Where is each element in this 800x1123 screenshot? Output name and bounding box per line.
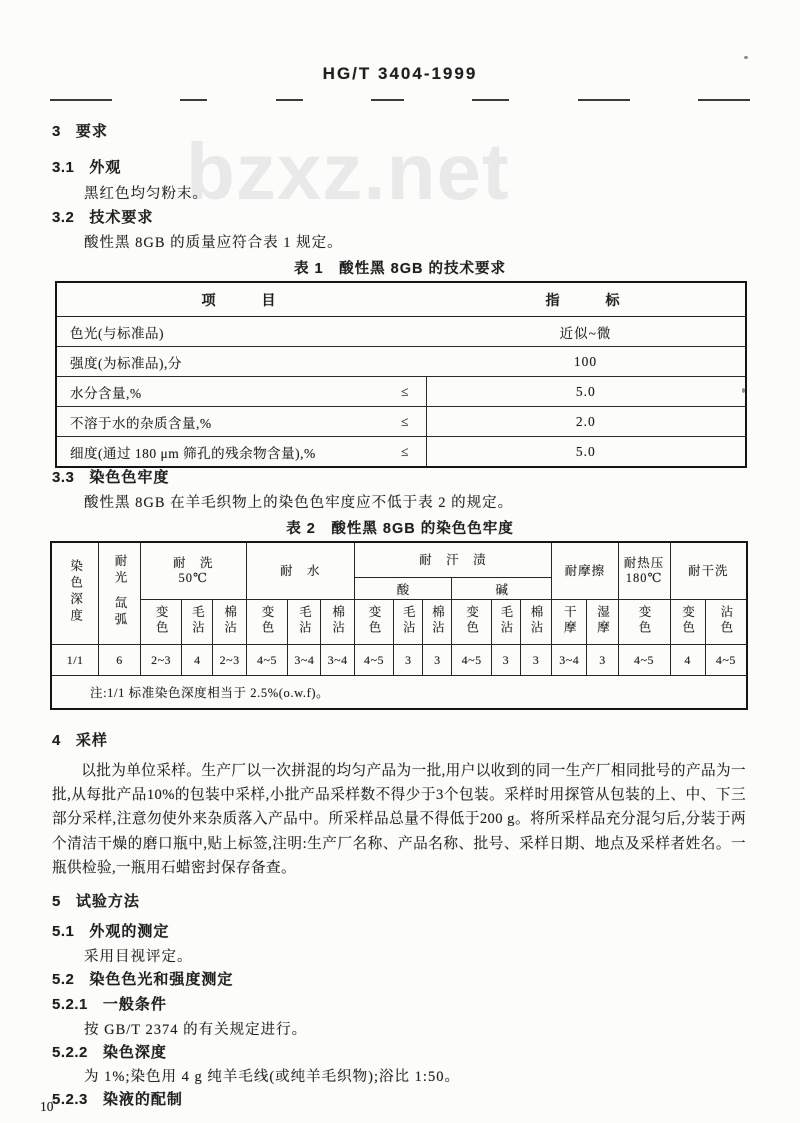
t2-header-dryclean: 耐干洗 xyxy=(670,542,747,600)
table-row xyxy=(56,347,746,377)
section-3-1-body: 黑红色均匀粉末。 xyxy=(84,186,208,202)
t1-item: 强度(为标准品),分 xyxy=(56,347,384,377)
t1-item: 色光(与标准品) xyxy=(56,317,384,347)
t1-leq-symbol: ≤ xyxy=(384,437,426,468)
t1-item: 细度(通过 180 μm 筛孔的残余物含量),% xyxy=(56,437,384,468)
t2-sub: 沾色 xyxy=(705,600,747,645)
table-row xyxy=(56,317,746,347)
t2-header-acid: 酸 xyxy=(354,578,452,600)
t2-sub: 变色 xyxy=(246,600,288,645)
t2-footnote: 注:1/1 标准染色深度相当于 2.5%(o.w.f)。 xyxy=(51,676,747,710)
t1-value: 2.0 xyxy=(426,407,746,437)
table-1 xyxy=(55,281,747,468)
section-3-2-body: 酸性黑 8GB 的质量应符合表 1 规定。 xyxy=(84,235,343,251)
section-5-2-heading: 5.2 染色色光和强度测定 xyxy=(52,971,234,988)
t1-item: 不溶于水的杂质含量,% xyxy=(56,407,384,437)
t2-sub: 变色 xyxy=(618,600,670,645)
t1-leq-symbol: ≤ xyxy=(384,377,426,407)
table-2-caption: 表 2 酸性黑 8GB 的染色色牢度 xyxy=(286,521,514,537)
t2-cell: 4~5 xyxy=(246,645,288,676)
t2-sub: 棉沾 xyxy=(423,600,452,645)
t2-header-press: 耐热压 180℃ xyxy=(618,542,670,600)
t2-sub: 毛沾 xyxy=(288,600,321,645)
t2-header-depth: 染色深度 xyxy=(51,542,99,645)
section-5-heading: 5 试验方法 xyxy=(52,893,140,910)
t2-cell: 3 xyxy=(394,645,423,676)
t2-cell: 4~5 xyxy=(452,645,491,676)
t2-cell: 3 xyxy=(520,645,551,676)
t2-cell: 3~4 xyxy=(288,645,321,676)
t2-header-wash: 耐 洗 50℃ xyxy=(140,542,246,600)
section-4-body: 以批为单位采样。生产厂以一次拼混的均匀产品为一批,用户以收到的同一生产厂相同批号的产品为一批,从每批产品10%的包装中采样,小批产品采样数不得少于3个包装。采样时用探管从包装的上、中、下三部分采样,注意勿使外来杂质落入产品中。所采样品总量不得低于200 g。将所采样品充分混匀后,分装于两个清洁干燥的磨口瓶中,贴上标签,注明:生产厂名称、产品名称、批号、采样日期、地点及采样者姓名。一瓶供检验,一瓶用石蜡密封保存备查。 xyxy=(52,763,746,876)
t1-value: 5.0 xyxy=(426,377,746,407)
t1-value: 5.0 xyxy=(426,437,746,468)
t2-sub: 毛沾 xyxy=(182,600,213,645)
t1-header-item: 项 目 xyxy=(56,282,426,317)
section-3-2-heading: 3.2 技术要求 xyxy=(52,209,154,226)
t1-item: 水分含量,% xyxy=(56,377,384,407)
t2-sub: 变色 xyxy=(354,600,393,645)
section-5-2-2-heading: 5.2.2 染色深度 xyxy=(52,1044,167,1061)
t1-leq-symbol: ≤ xyxy=(384,407,426,437)
section-3-3-body: 酸性黑 8GB 在羊毛织物上的染色色牢度应不低于表 2 的规定。 xyxy=(84,495,514,511)
table-1-caption: 表 1 酸性黑 8GB 的技术要求 xyxy=(294,261,506,277)
t2-cell: 4 xyxy=(182,645,213,676)
t2-cell: 4 xyxy=(670,645,705,676)
t2-header-alkali: 碱 xyxy=(452,578,552,600)
t2-sub: 毛沾 xyxy=(491,600,520,645)
t2-cell: 3~4 xyxy=(321,645,354,676)
table-2 xyxy=(50,541,748,710)
doc-number: HG/T 3404-1999 xyxy=(322,64,478,83)
t2-sub: 变色 xyxy=(670,600,705,645)
t2-header-rub: 耐摩擦 xyxy=(552,542,618,600)
t1-symbol xyxy=(384,347,426,377)
section-5-2-3-heading: 5.2.3 染液的配制 xyxy=(52,1091,183,1108)
table-row xyxy=(56,377,746,407)
t2-sub: 变色 xyxy=(452,600,491,645)
t1-symbol xyxy=(384,317,426,347)
t1-header-row xyxy=(56,282,746,317)
t2-cell: 3~4 xyxy=(552,645,587,676)
t2-data-row xyxy=(51,645,747,676)
t2-cell: 4~5 xyxy=(705,645,747,676)
t2-cell: 2~3 xyxy=(140,645,182,676)
section-5-2-1-body: 按 GB/T 2374 的有关规定进行。 xyxy=(84,1022,308,1038)
section-5-1-heading: 5.1 外观的测定 xyxy=(52,923,170,940)
t1-header-spec: 指 标 xyxy=(426,282,746,317)
t2-sub: 湿摩 xyxy=(587,600,618,645)
t2-cell: 6 xyxy=(99,645,141,676)
t2-sub: 棉沾 xyxy=(321,600,354,645)
section-3-heading: 3 要求 xyxy=(52,123,108,140)
t2-sub: 变色 xyxy=(140,600,182,645)
watermark: bzxz.net xyxy=(186,127,510,216)
t2-header-sweat: 耐 汗 渍 xyxy=(354,542,551,578)
t1-value: 100 xyxy=(426,347,746,377)
section-4-heading: 4 采样 xyxy=(52,732,108,749)
section-5-2-2-body: 为 1%;染色用 4 g 纯羊毛线(或纯羊毛织物);浴比 1:50。 xyxy=(84,1069,460,1085)
page-number: 10 xyxy=(40,1099,54,1114)
table-row xyxy=(56,407,746,437)
t2-cell: 3 xyxy=(423,645,452,676)
t2-sub: 毛沾 xyxy=(394,600,423,645)
header-dashed-rule xyxy=(50,99,750,101)
section-5-2-1-heading: 5.2.1 一般条件 xyxy=(52,996,167,1013)
t2-sub: 棉沾 xyxy=(213,600,246,645)
section-5-1-body: 采用目视评定。 xyxy=(84,949,193,965)
table-row xyxy=(56,437,746,468)
t2-sub: 干摩 xyxy=(552,600,587,645)
t2-cell: 3 xyxy=(491,645,520,676)
t2-cell: 2~3 xyxy=(213,645,246,676)
scan-speck xyxy=(744,56,748,59)
t1-value: 近似~微 xyxy=(426,317,746,347)
t2-header-water: 耐 水 xyxy=(246,542,354,600)
t2-cell: 3 xyxy=(587,645,618,676)
t2-sub: 棉沾 xyxy=(520,600,551,645)
section-3-3-heading: 3.3 染色色牢度 xyxy=(52,469,170,486)
t2-cell: 4~5 xyxy=(618,645,670,676)
t2-cell: 1/1 xyxy=(51,645,99,676)
section-3-1-heading: 3.1 外观 xyxy=(52,159,122,176)
t2-header-lightfastness: 耐光氙弧 xyxy=(99,542,141,645)
t2-cell: 4~5 xyxy=(354,645,393,676)
